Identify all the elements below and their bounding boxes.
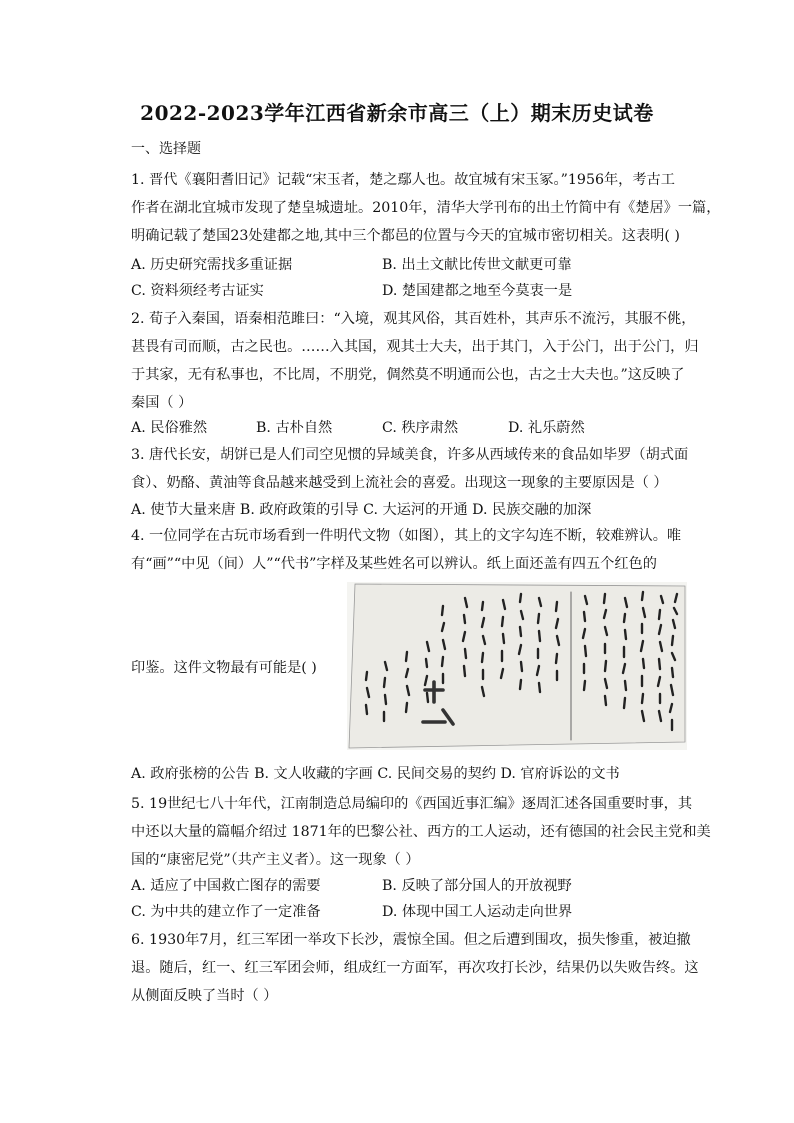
q2-line-1: 2. 荀子入秦国，语秦相范雎曰：“入境，观其风俗，其百姓朴，其声乐不流污，其服不佻， [131,311,696,327]
q2-option-b: B. 古朴自然 [256,420,333,436]
q2-option-d: D. 礼乐蔚然 [508,420,585,436]
section-heading: 一、选择题 [131,141,201,157]
q5-option-a: A. 适应了中国救亡图存的需要 [131,878,321,894]
q4-line-1: 4. 一位同学在古玩市场看到一件明代文物（如图），其上的文字勾连不断，较难辨认。唯 [131,528,682,544]
q4-options: A. 政府张榜的公告 B. 文人收藏的字画 C. 民间交易的契约 D. 官府诉讼的文书 [131,766,620,782]
q3-line-1: 3. 唐代长安，胡饼已是人们司空见惯的异域美食，许多从西域传来的食品如毕罗（胡式面 [131,447,689,463]
q6-line-3: 从侧面反映了当时（ ） [131,988,278,1004]
q1-option-b: B. 出土文献比传世文献更可靠 [382,257,572,273]
exam-title: 2022-2023学年江西省新余市高三（上）期末历史试卷 [140,101,654,125]
q2-option-a: A. 民俗雅然 [131,420,208,436]
q6-line-2: 退。随后，红一、红三军团会师，组成红一方面军，再次攻打长沙，结果仍以失败告终。这 [131,960,699,976]
q1-option-c: C. 资料须经考古证实 [131,283,264,299]
q1-option-a: A. 历史研究需找多重证据 [131,257,293,273]
q2-option-c: C. 秩序肃然 [382,420,459,436]
q1-line-3: 明确记载了楚国23处建都之地,其中三个都邑的位置与今天的宜城市密切相关。这表明( ) [131,228,680,244]
q4-line-2: 有“画”“中见（间）人”“代书”字样及某些姓名可以辨认。纸上面还盖有四五个红色的 [131,556,657,572]
q2-line-3: 于其家，无有私事也，不比周，不朋党，倜然莫不明通而公也，古之士大夫也。”这反映了 [131,367,685,383]
ming-document-image [347,582,687,750]
q2-line-2: 甚畏有司而顺，古之民也。……入其国，观其士大夫，出于其门，入于公门，出于公门，归 [131,339,699,355]
q1-line-1: 1. 晋代《襄阳耆旧记》记载“宋玉者，楚之鄢人也。故宜城有宋玉冢。”1956年，考古工 [131,172,675,188]
q3-line-2: 食）、奶酪、黄油等食品越来越受到上流社会的喜爱。出现这一现象的主要原因是（ ） [131,475,668,491]
q2-line-4: 秦国（ ） [131,395,193,411]
q3-options: A. 使节大量来唐 B. 政府政策的引导 C. 大运河的开通 D. 民族交融的加深 [131,502,592,518]
q5-line-1: 5. 19世纪七八十年代，江南制造总局编印的《西国近事汇编》逐周汇述各国重要时事，其 [131,796,693,812]
q1-line-2: 作者在湖北宜城市发现了楚皇城遗址。2010年，清华大学刊布的出土竹简中有《楚居》一篇， [131,200,721,216]
q6-line-1: 6. 1930年7月，红三军团一举攻下长沙，震惊全国。但之后遭到围攻，损失惨重，被迫撤 [131,932,691,948]
q5-line-2: 中还以大量的篇幅介绍过 1871年的巴黎公社、西方的工人运动，还有德国的社会民主党和美 [131,824,711,840]
q4-line-3: 印鉴。这件文物最有可能是( ) [131,660,317,676]
q5-line-3: 国的“康密尼党”（共产主义者）。这一现象（ ） [131,852,420,868]
q1-option-d: D. 楚国建都之地至今莫衷一是 [382,283,573,299]
q5-option-d: D. 体现中国工人运动走向世界 [382,904,573,920]
q5-option-b: B. 反映了部分国人的开放视野 [382,878,572,894]
q5-option-c: C. 为中共的建立作了一定准备 [131,904,321,920]
